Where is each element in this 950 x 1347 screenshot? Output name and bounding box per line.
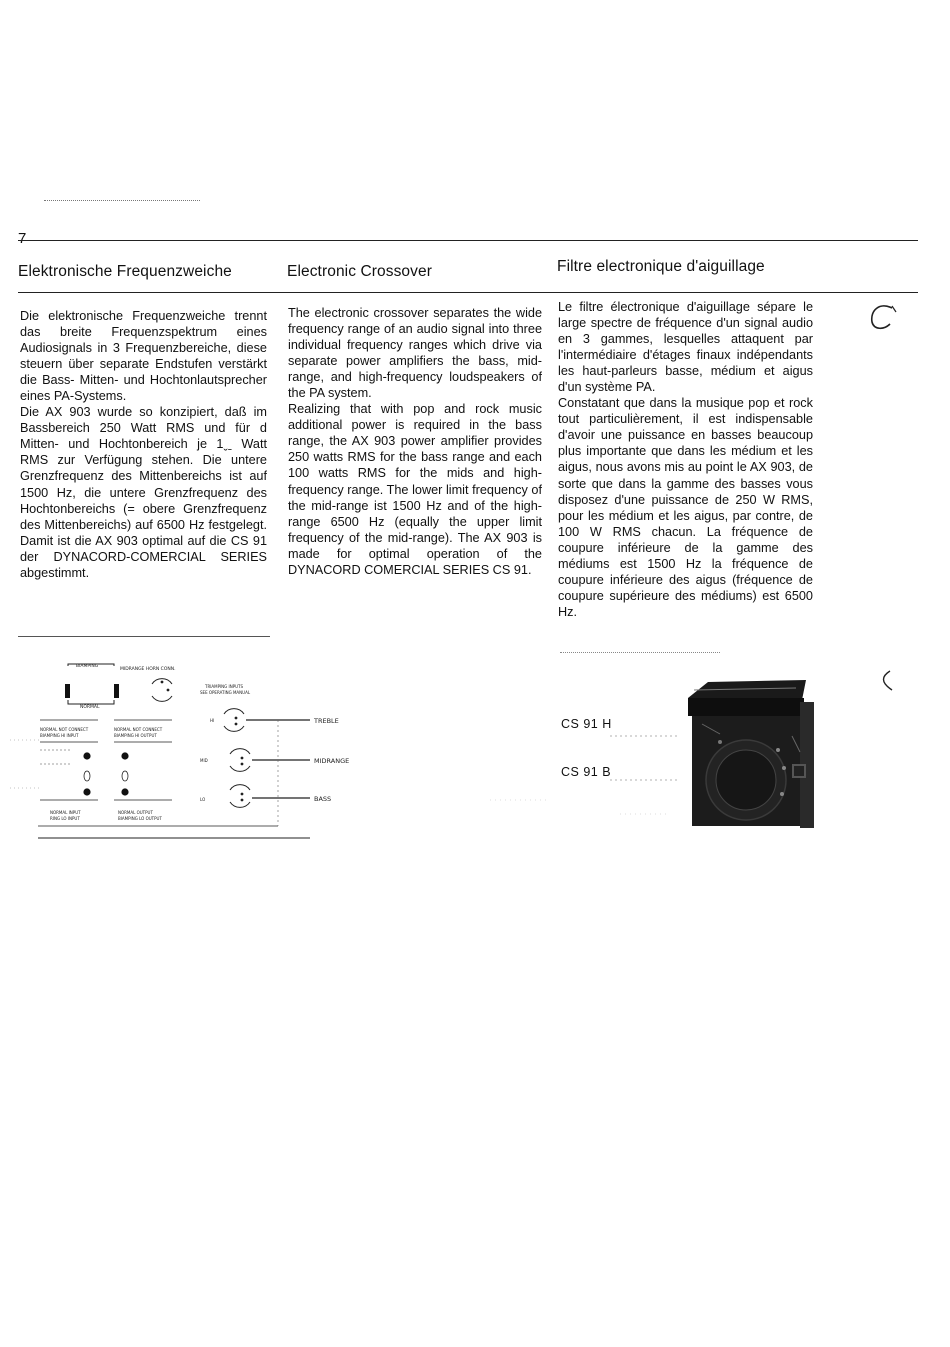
- speaker-cabinet-photo: [680, 676, 830, 836]
- label-triamping-inputs: TRIAMPING INPUTS: [205, 684, 244, 689]
- heading-german: Elektronische Frequenzweiche: [18, 263, 232, 280]
- label-midrange: MIDRANGE: [314, 757, 350, 765]
- heading-rule: [18, 292, 918, 293]
- label-mid: MID: [200, 758, 208, 763]
- speaker-leader-lines: [490, 724, 680, 824]
- label-see-manual: SEE OPERATING MANUAL: [200, 690, 251, 695]
- label-normal-output: NORMAL OUTPUT: [118, 810, 153, 815]
- label-normal-not-connect-1: NORMAL NOT CONNECT: [40, 727, 89, 732]
- column-english: The electronic crossover separates the wide frequency range of an audio signal into three individual frequency ranges which drive via separate power amplifiers the bass, mid-range, and high-frequency loudspeakers of the PA system. Realizing that with pop and rock music additional power is required in the bass range, the AX 903 power amplifier provides 250 watts RMS for the bass range and each 100 watts RMS for the mids and high-frequency range. The lower limit frequency of the mid-range ist 1500 Hz and of the high-range 6500 Hz (equally the upper limit frequency of the mid-range). The AX 903 is made for optimal operation of the DYNACORD COMERCIAL SERIES CS 91.: [288, 306, 542, 577]
- top-dotted-line: [44, 200, 200, 201]
- label-lo: LO: [200, 797, 206, 802]
- label-normal: NORMAL: [80, 705, 100, 710]
- page-number: 7: [18, 230, 27, 247]
- heading-english: Electronic Crossover: [287, 263, 432, 280]
- speaker-label-cs91b: CS 91 B: [561, 765, 612, 779]
- speaker-label-cs91h: CS 91 H: [561, 717, 612, 731]
- rear-panel-diagram: [10, 660, 370, 850]
- label-biamping-hi-output: BIAMPING HI OUTPUT: [114, 733, 157, 738]
- label-biamping-lo-output: BIAMPING LO OUTPUT: [118, 816, 162, 821]
- label-normal-input: NORMAL INPUT: [50, 810, 81, 815]
- column-french: Le filtre électronique d'aiguillage sépare le large spectre de fréquence d'un signal audio en 3 gammes, lesquelles attaquent par l'intermédiaire d'étages finaux indépendants les haut-parleurs basse, médium et aigus d'un système PA. Constatant que dans la musique pop et rock tout particulièrement, il est indispensable d'avoir une puissance en basses beaucoup plus importante que dans les médium et les aigus, nous avons mis au point le AX 903, de sorte que dans la gamme des basses vous disposez d'une puissance de 250 W RMS, pour les médium et les aigus, par contre, de 100 W RMS chacun. La fréquence de coupure inférieure de la gamme des médiums est 1500 Hz la fréquence de coupure inférieure des aigus (fréquence de coupure supérieure des médiums) est 6500 Hz.: [558, 300, 813, 619]
- label-biamping-hi-input: BIAMPING HI INPUT: [40, 733, 79, 738]
- column-end-rule: [18, 636, 270, 637]
- column-end-dotted-rule: [560, 652, 720, 653]
- label-midrange-horn: MIDRANGE HORN CONN.: [120, 667, 176, 672]
- label-ring-lo-input: RING LO INPUT: [50, 816, 80, 821]
- switch-left: [65, 684, 70, 698]
- label-hi: HI: [210, 718, 215, 723]
- margin-mark-icon: [862, 300, 902, 334]
- label-biamping: BIAMPING: [76, 664, 99, 669]
- switch-right: [114, 684, 119, 698]
- label-normal-not-connect-2: NORMAL NOT CONNECT: [114, 727, 163, 732]
- label-bass: BASS: [314, 795, 332, 803]
- output-bass: [230, 785, 310, 808]
- margin-bracket-icon: [872, 668, 898, 694]
- heading-french: Filtre electronique d'aiguillage: [557, 258, 765, 275]
- label-treble: TREBLE: [314, 717, 339, 725]
- output-treble: [224, 709, 310, 732]
- header-rule: [18, 240, 918, 241]
- column-german: Die elektronische Frequenzweiche trennt das breite Frequenzspektrum eines Audiosignals in 3 Frequenzbereiche, diese steuern über separate Endstufen verstärkt die Bass- Mitten- und Hochtonlautsprecher eines PA-Systems. Die AX 903 wurde so konzipiert, daß im Bassbereich 250 Watt RMS und für d Mitten- und Hochtonbereich je 1ˬˍ Watt RMS zur Verfügung stehen. Die untere Grenzfrequenz des Mittenbereichs ist auf 1500 Hz, die untere Grenzfrequenz des Hochtonbereichs (= obere Grenzfrequenz des Mittenbereichs) auf 6500 Hz festgelegt. Damit ist die AX 903 optimal auf die CS 91 der DYNACORD-COMERCIAL SERIES abgestimmt.: [20, 309, 267, 580]
- output-midrange: [230, 749, 310, 772]
